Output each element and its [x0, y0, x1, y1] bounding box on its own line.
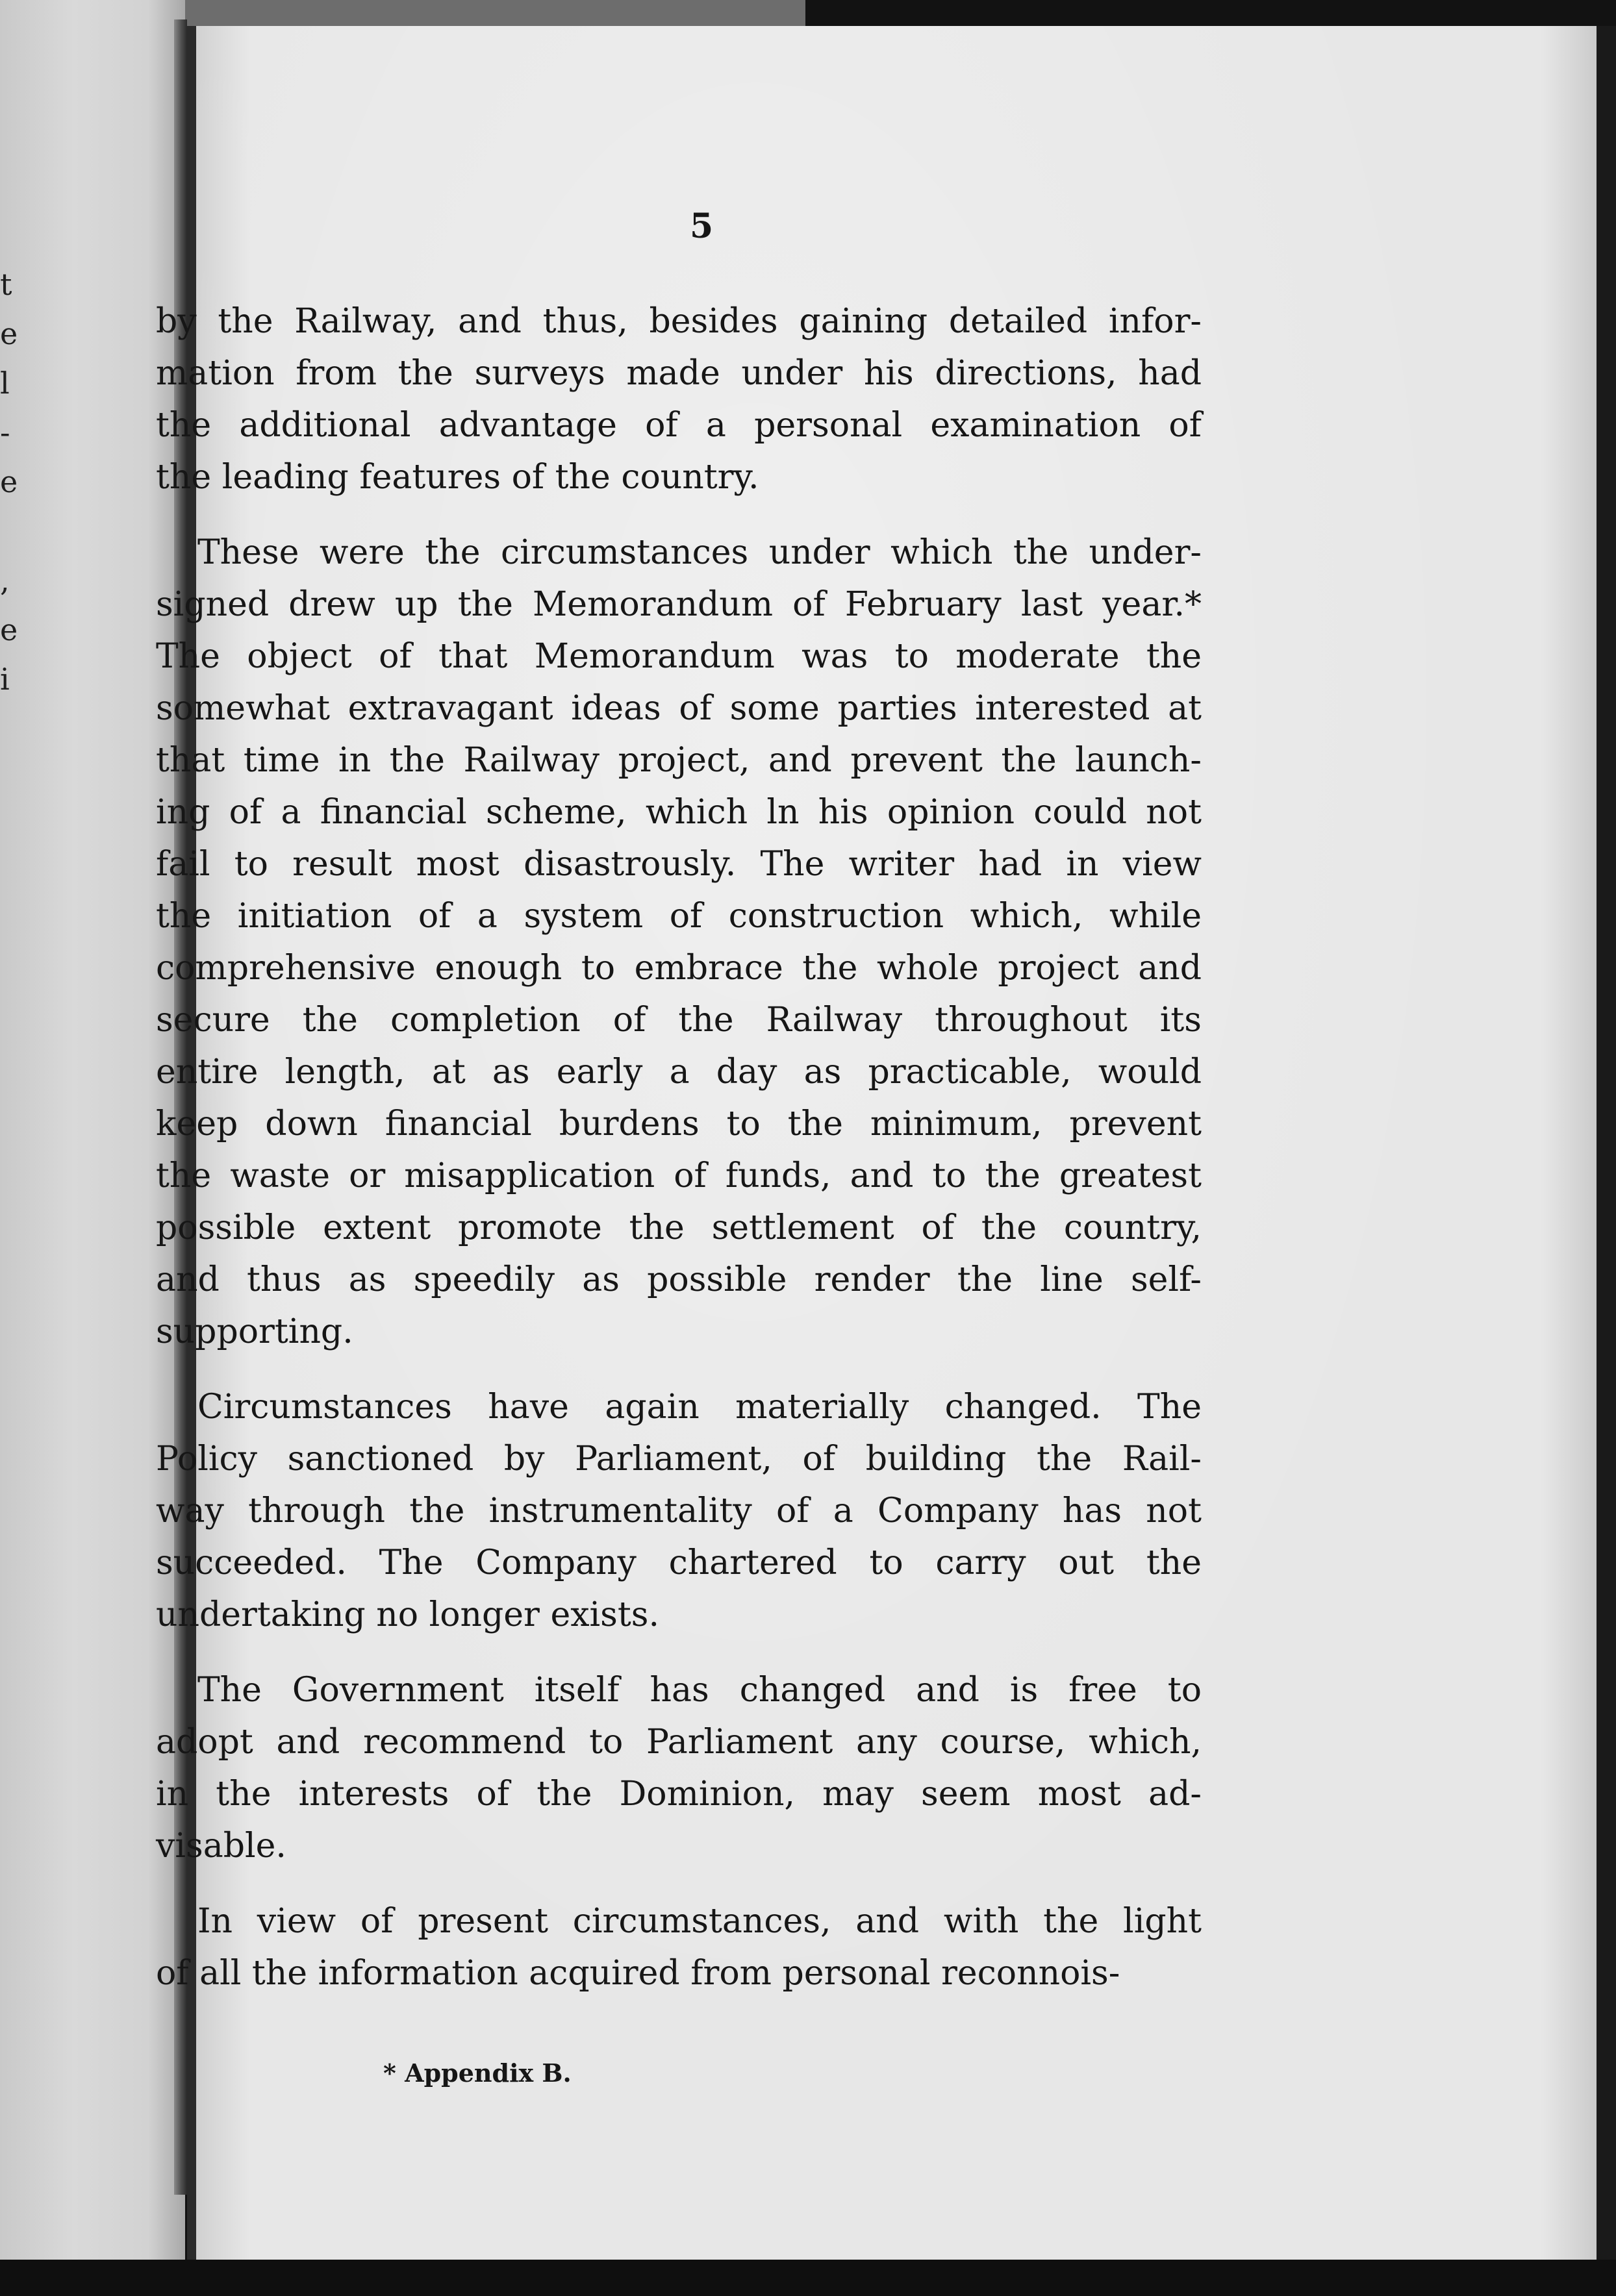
text-line: way through the instrumentality of a Company has not — [156, 1491, 1202, 1530]
paragraph — [156, 1664, 1429, 1872]
text-line: Policy sanctioned by Parliament, of building the Rail- — [156, 1440, 1202, 1479]
text-line: The object of that Memorandum was to moderate the — [156, 637, 1202, 676]
left-leaf-letter: e — [0, 316, 18, 351]
text-line: in the interests of the Dominion, may seem most ad- — [156, 1775, 1202, 1814]
text-line: undertaking no longer exists. — [156, 1595, 659, 1634]
text-line: These were the circumstances under which the under- — [197, 533, 1202, 572]
bottom-edge-strip — [0, 2260, 1616, 2296]
text-line: Circumstances have again materially changed. The — [197, 1388, 1202, 1427]
left-leaf-letter: , — [0, 563, 10, 598]
page-number: 5 — [690, 206, 714, 246]
text-line: possible extent promote the settlement of the country, — [156, 1208, 1202, 1247]
left-leaf-cut-text — [0, 260, 19, 704]
text-line: succeeded. The Company chartered to carry out the — [156, 1543, 1202, 1582]
text-line: the additional advantage of a personal examination of — [156, 406, 1202, 445]
page-right-edge — [1597, 26, 1616, 2279]
text-line: and thus as speedily as possible render the line self- — [156, 1260, 1202, 1299]
text-line: entire length, at as early a day as practicable, would — [156, 1053, 1202, 1092]
text-line: adopt and recommend to Parliament any course, which, — [156, 1723, 1202, 1762]
text-line: the leading features of the country. — [156, 458, 759, 497]
text-line: visable. — [156, 1827, 286, 1866]
left-leaf-letter: l — [0, 366, 10, 401]
text-line: fail to result most disastrously. The writer had in view — [156, 845, 1202, 884]
text-line: the waste or misapplication of funds, and to the greatest — [156, 1156, 1202, 1195]
text-line: signed drew up the Memorandum of February last year.* — [156, 585, 1202, 624]
paragraph — [156, 1381, 1429, 1641]
text-line: comprehensive enough to embrace the whole project and — [156, 949, 1202, 988]
text-line: keep down financial burdens to the minimum, prevent — [156, 1104, 1202, 1143]
paragraph — [156, 1895, 1429, 1999]
text-line: The Government itself has changed and is free to — [197, 1671, 1202, 1710]
text-line: by the Railway, and thus, besides gaining detailed infor- — [156, 302, 1202, 341]
body-text — [156, 182, 1429, 1999]
text-line: mation from the surveys made under his directions, had — [156, 354, 1202, 393]
text-line: ing of a financial scheme, which ln his opinion could not — [156, 793, 1202, 832]
text-line: supporting. — [156, 1312, 353, 1351]
text-line: of all the information acquired from personal reconnois- — [156, 1954, 1120, 1993]
text-line: that time in the Railway project, and prevent the launch- — [156, 741, 1202, 780]
left-leaf-letter: e — [0, 612, 18, 647]
footnote: * Appendix B. — [383, 2058, 572, 2088]
text-line: In view of present circumstances, and with the light — [197, 1902, 1202, 1941]
text-line: the initiation of a system of construction which, while — [156, 897, 1202, 936]
left-leaf-letter: t — [0, 267, 12, 302]
paragraph — [156, 295, 1429, 503]
left-leaf-letter: - — [0, 415, 10, 450]
left-leaf-letter: i — [0, 662, 10, 697]
text-line: somewhat extravagant ideas of some parties interested at — [156, 689, 1202, 728]
text-line: secure the completion of the Railway throughout its — [156, 1001, 1202, 1040]
left-leaf-letter — [0, 506, 19, 556]
left-leaf-letter: e — [0, 464, 18, 499]
paragraph — [156, 527, 1429, 1358]
